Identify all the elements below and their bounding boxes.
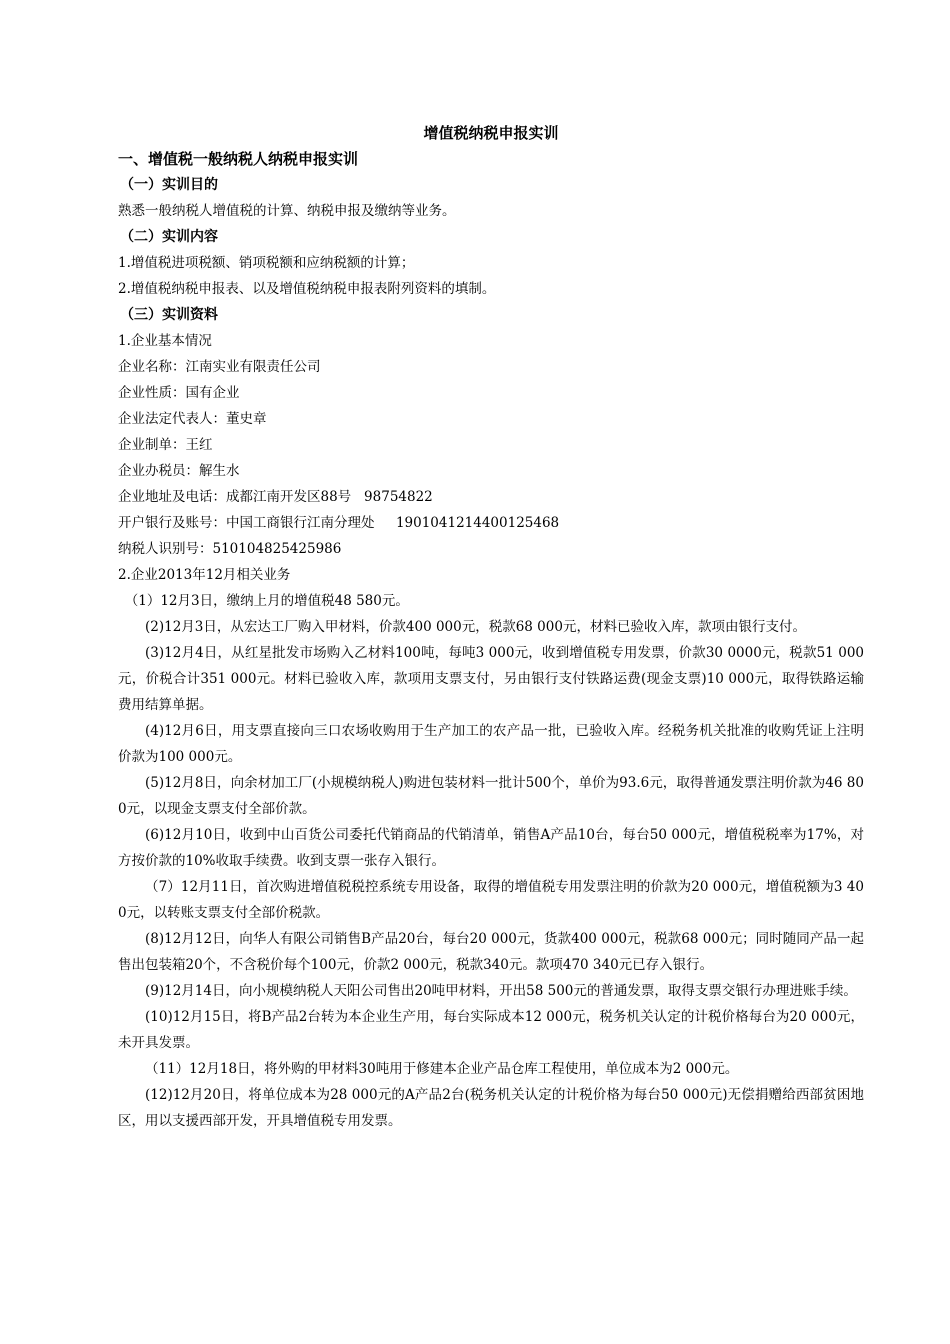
bank-account: 开户银行及账号：中国工商银行江南分理处 1901041214400125468 bbox=[118, 515, 560, 531]
basic-info-heading: 1.企业基本情况 bbox=[118, 333, 212, 349]
transaction-item: (3)12月4日，从红星批发市场购入乙材料100吨，每吨3 000元，收到增值税专用发票，价款30 0000元，税款51 000元，价税合计351 000元。材料已验收入库，款项用支票支付，另由银行支付铁路运费(现金支票)10 000元，取得铁路运输费用结算单据。 bbox=[118, 645, 864, 713]
transaction-item: (6)12月10日，收到中山百货公司委托代销商品的代销清单，销售A产品10台，每台50 000元，增值税税率为17%，对方按价款的10%收取手续费。收到支票一张存入银行。 bbox=[118, 827, 864, 869]
transaction-item: (9)12月14日，向小规模纳税人天阳公司售出20吨甲材料，开出58 500元的普通发票，取得支票交银行办理进账手续。 bbox=[145, 983, 857, 999]
preparer: 企业制单：王红 bbox=[118, 437, 213, 453]
address-phone: 企业地址及电话：成都江南开发区88号 98754822 bbox=[118, 489, 433, 505]
purpose-text: 熟悉一般纳税人增值税的计算、纳税申报及缴纳等业务。 bbox=[118, 203, 456, 219]
document-title: 增值税纳税申报实训 bbox=[423, 124, 559, 142]
legal-representative: 企业法定代表人：董史章 bbox=[118, 411, 267, 427]
subsection-heading-content: （二）实训内容 bbox=[120, 229, 218, 245]
content-item: 1.增值税进项税额、销项税额和应纳税额的计算； bbox=[118, 255, 415, 271]
taxpayer-id: 纳税人识别号：510104825425986 bbox=[118, 541, 342, 557]
transaction-item: (8)12月12日，向华人有限公司销售B产品20台，每台20 000元，货款400 000元，税款68 000元；同时随同产品一起售出包装箱20个，不含税价每个100元，价款2 000元，税款340元。款项470 340元已存入银行。 bbox=[118, 931, 864, 973]
subsection-heading-purpose: （一）实训目的 bbox=[120, 177, 218, 193]
transaction-item: （7）12月11日，首次购进增值税税控系统专用设备，取得的增值税专用发票注明的价款为20 000元，增值税额为3 400元，以转账支票支付全部价税款。 bbox=[118, 879, 864, 921]
company-name: 企业名称：江南实业有限责任公司 bbox=[118, 359, 321, 375]
transaction-item: (5)12月8日，向余材加工厂(小规模纳税人)购进包装材料一批计500个，单价为93.6元，取得普通发票注明价款为46 800元，以现金支票支付全部价款。 bbox=[118, 775, 864, 817]
transaction-item: (12)12月20日，将单位成本为28 000元的A产品2台(税务机关认定的计税价格为每台50 000元)无偿捐赠给西部贫困地区，用以支援西部开发，开具增值税专用发票。 bbox=[118, 1087, 864, 1129]
transaction-item: (2)12月3日，从宏达工厂购入甲材料，价款400 000元，税款68 000元，材料已验收入库，款项由银行支付。 bbox=[145, 619, 806, 635]
subsection-heading-materials: （三）实训资料 bbox=[120, 307, 218, 323]
transaction-item: (4)12月6日，用支票直接向三口农场收购用于生产加工的农产品一批，已验收入库。经税务机关批准的收购凭证上注明价款为100 000元。 bbox=[118, 723, 864, 765]
company-type: 企业性质：国有企业 bbox=[118, 385, 240, 401]
transaction-item: （1）12月3日，缴纳上月的增值税48 580元。 bbox=[124, 593, 409, 609]
tax-officer: 企业办税员：解生水 bbox=[118, 463, 240, 479]
transaction-item: (10)12月15日，将B产品2台转为本企业生产用，每台实际成本12 000元，税务机关认定的计税价格每台为20 000元，未开具发票。 bbox=[118, 1009, 864, 1051]
transaction-item: （11）12月18日，将外购的甲材料30吨用于修建本企业产品仓库工程使用，单位成本为2 000元。 bbox=[145, 1061, 739, 1077]
content-item: 2.增值税纳税申报表、以及增值税纳税申报表附列资料的填制。 bbox=[118, 281, 496, 297]
document-body bbox=[118, 120, 864, 1134]
section-heading: 一、增值税一般纳税人纳税申报实训 bbox=[118, 150, 359, 168]
business-heading: 2.企业2013年12月相关业务 bbox=[118, 567, 291, 583]
